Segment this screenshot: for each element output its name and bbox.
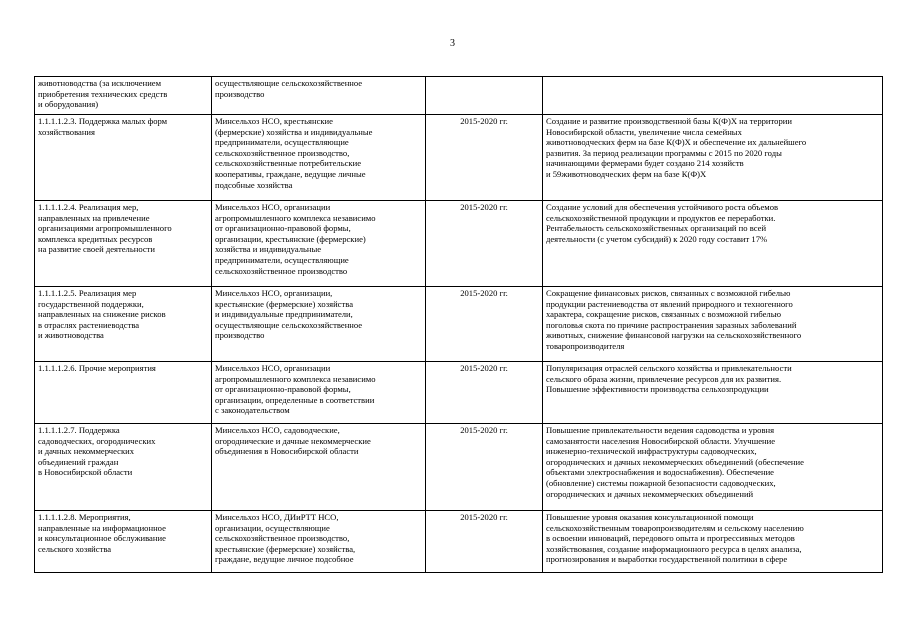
period-cell: 2015-2020 гг.: [426, 115, 543, 201]
page-number: 3: [450, 38, 455, 49]
result-cell: Повышение привлекательности ведения садоводства и уровня самозанятости населения Новосибирской области. Улучшение инженерно-технической инфраструктуры садоводческих, огороднических и дачных некоммерческих объединений (обеспечение объектами электроснабжения и водоснабжения). Обеспечение (обновление) системы пожарной безопасности садоводческих, огороднических и дачных некоммерческих объединений: [543, 424, 883, 511]
activity-cell: 1.1.1.1.2.5. Реализация мер государственной поддержки, направленных на снижение рисков в отраслях растениеводства и животноводства: [35, 287, 212, 362]
period-cell: 2015-2020 гг.: [426, 424, 543, 511]
table-row: [35, 424, 883, 511]
result-cell: Создание и развитие производственной базы К(Ф)Х на территории Новосибирской области, увеличение числа семейных животноводческих ферм на базе К(Ф)Х и обеспечение их дальнейшего развития. За период реализации программы с 2015 по 2020 годы начинающими фермерами будет создано 214 хозяйств и 59животноводческих ферм на базе К(Ф)Х: [543, 115, 883, 201]
period-cell: 2015-2020 гг.: [426, 511, 543, 573]
activity-cell: 1.1.1.1.2.8. Мероприятия, направленные на информационное и консультационное обслуживание сельского хозяйства: [35, 511, 212, 573]
executors-cell: Минсельхоз НСО, организации агропромышленного комплекса независимо от организационно-правовой формы, организации, крестьянские (фермерские) хозяйства и индивидуальные предприниматели, осуществляющие сельскохозяйственное производство: [212, 201, 426, 287]
period-cell: 2015-2020 гг.: [426, 362, 543, 424]
table-row: [35, 115, 883, 201]
table-row: [35, 287, 883, 362]
activity-cell: 1.1.1.1.2.7. Поддержка садоводческих, огороднических и дачных некоммерческих объединений граждан в Новосибирской области: [35, 424, 212, 511]
executors-cell: Минсельхоз НСО, садоводческие, огороднические и дачные некоммерческие объединения в Новосибирской области: [212, 424, 426, 511]
table-row: [35, 77, 883, 115]
activity-cell: 1.1.1.1.2.6. Прочие мероприятия: [35, 362, 212, 424]
activity-cell: 1.1.1.1.2.3. Поддержка малых форм хозяйствования: [35, 115, 212, 201]
result-cell: Популяризация отраслей сельского хозяйства и привлекательности сельского образа жизни, привлечение ресурсов для их развития. Повышение эффективности производства сельхозпродукции: [543, 362, 883, 424]
executors-cell: Минсельхоз НСО, ДИиРТТ НСО, организации, осуществляющие сельскохозяйственное производство, крестьянские (фермерские) хозяйства, граждане, ведущие личное подсобное: [212, 511, 426, 573]
executors-cell: осуществляющие сельскохозяйственное производство: [212, 77, 426, 115]
executors-cell: Минсельхоз НСО, организации, крестьянские (фермерские) хозяйства и индивидуальные предприниматели, осуществляющие сельскохозяйственное производство: [212, 287, 426, 362]
table-row: [35, 201, 883, 287]
table-row: [35, 511, 883, 573]
program-activities-table: [34, 76, 883, 573]
period-cell: 2015-2020 гг.: [426, 201, 543, 287]
period-cell: 2015-2020 гг.: [426, 287, 543, 362]
period-cell: [426, 77, 543, 115]
executors-cell: Минсельхоз НСО, организации агропромышленного комплекса независимо от организационно-правовой формы, организации, определенные в соответствии с законодательством: [212, 362, 426, 424]
result-cell: Создание условий для обеспечения устойчивого роста объемов сельскохозяйственной продукции и продуктов ее переработки. Рентабельность сельскохозяйственных организаций по всей деятельности (с учетом субсидий) к 2020 году составит 17%: [543, 201, 883, 287]
activity-cell: 1.1.1.1.2.4. Реализация мер, направленных на привлечение организациями агропромышленного комплекса кредитных ресурсов на развитие своей деятельности: [35, 201, 212, 287]
result-cell: [543, 77, 883, 115]
table-row: [35, 362, 883, 424]
executors-cell: Минсельхоз НСО, крестьянские (фермерские) хозяйства и индивидуальные предприниматели, осуществляющие сельскохозяйственное производство, сельскохозяйственные потребительские кооперативы, граждане, ведущие личные подсобные хозяйства: [212, 115, 426, 201]
result-cell: Сокращение финансовых рисков, связанных с возможной гибелью продукции растениеводства от явлений природного и техногенного характера, сокращение рисков, связанных с возможной гибелью поголовья скота по причине распространения заразных заболеваний животных, снижение финансовой нагрузки на сельскохозяйственного товаропроизводителя: [543, 287, 883, 362]
result-cell: Повышение уровня оказания консультационной помощи сельскохозяйственным товаропроизводителям и сельскому населению в освоении инноваций, передового опыта и прогрессивных методов хозяйствования, создание информационного ресурса в целях анализа, прогнозирования и выработки государственной политики в сфере: [543, 511, 883, 573]
activity-cell: животноводства (за исключением приобретения технических средств и оборудования): [35, 77, 212, 115]
